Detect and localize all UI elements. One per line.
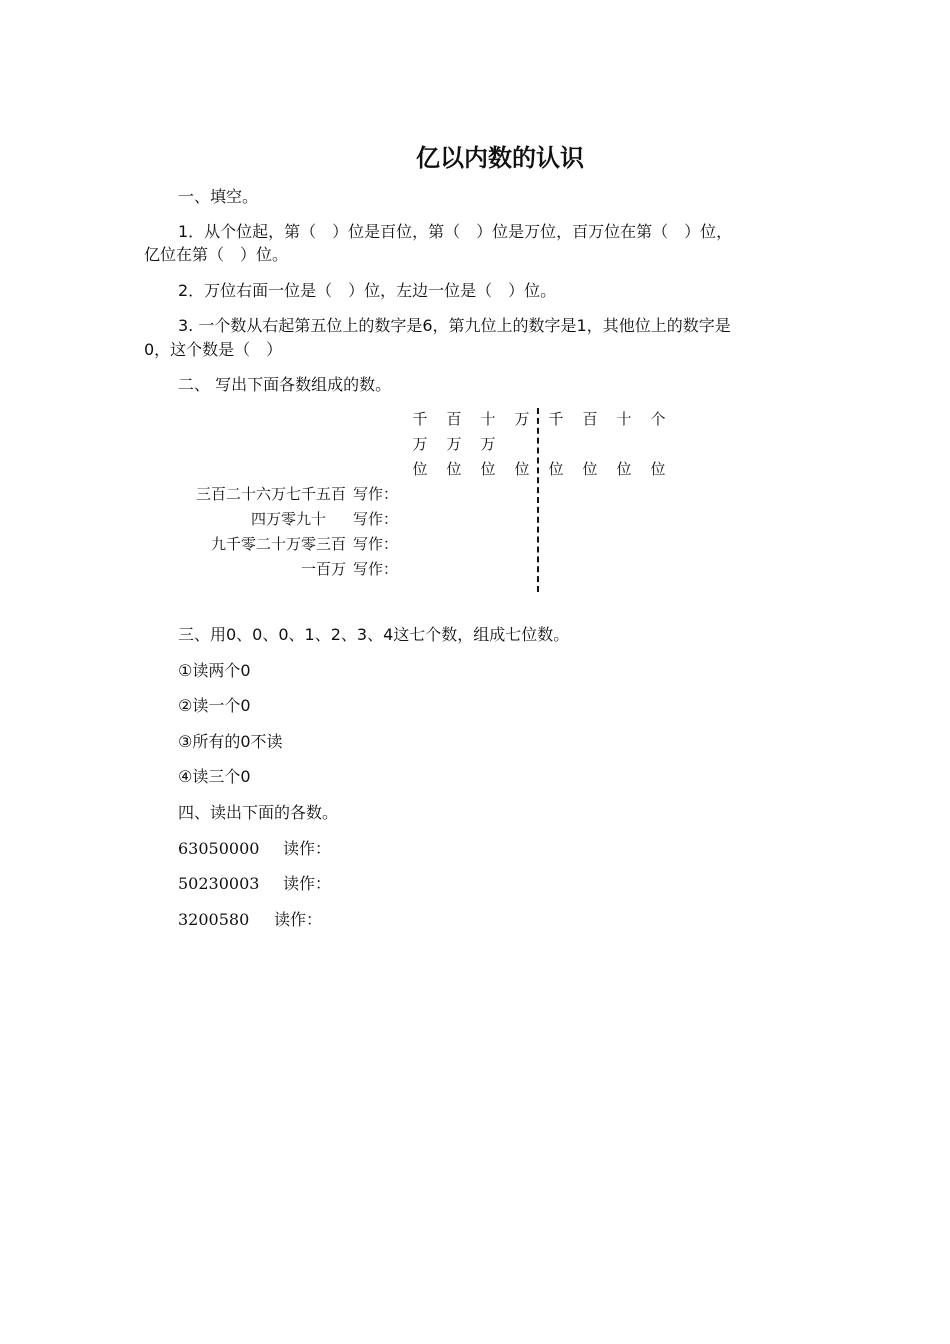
section3-item: ④读三个0 xyxy=(178,767,251,786)
read-label: 读作： xyxy=(283,874,332,893)
column-header-bot: 位 xyxy=(582,460,598,478)
row-number-text: 三百二十六万七千五百 xyxy=(195,485,346,503)
question1-line1: 1．从个位起，第（ ）位是百位，第（ ）位是万位，百万位在第（ ）位， xyxy=(178,222,733,241)
read-number: 63050000 xyxy=(178,839,260,858)
page-title: 亿以内数的认识 xyxy=(416,144,584,172)
question2: 2．万位右面一位是（ ）位，左边一位是（ ）位。 xyxy=(178,281,557,300)
column-header-bot: 位 xyxy=(480,460,496,478)
read-label: 读作： xyxy=(283,839,332,858)
section3-item: ②读一个0 xyxy=(178,696,251,715)
read-label: 读作： xyxy=(274,910,323,929)
column-header-top: 十 xyxy=(480,410,496,428)
column-header-bot: 位 xyxy=(514,460,530,478)
column-header-bot: 位 xyxy=(412,460,428,478)
row-number-text: 九千零二十万零三百 xyxy=(210,535,346,553)
column-header-top: 百 xyxy=(446,410,462,428)
read-number: 50230003 xyxy=(178,874,260,893)
section2-heading: 二、 写出下面各数组成的数。 xyxy=(178,375,392,394)
column-header-top: 千 xyxy=(548,410,564,428)
row-write-label: 写作： xyxy=(353,485,399,503)
column-header-bot: 位 xyxy=(446,460,462,478)
column-header-top: 个 xyxy=(650,410,666,428)
column-header-mid: 万 xyxy=(412,435,428,453)
column-header-bot: 位 xyxy=(616,460,632,478)
question3-line2: 0，这个数是（ ） xyxy=(144,340,283,359)
column-header-bot: 位 xyxy=(548,460,564,478)
column-header-mid: 万 xyxy=(446,435,462,453)
section3-item: ①读两个0 xyxy=(178,661,251,680)
section1-heading: 一、填空。 xyxy=(178,187,259,206)
column-header-top: 万 xyxy=(514,410,530,428)
row-number-text: 一百万 xyxy=(300,560,346,578)
column-header-bot: 位 xyxy=(650,460,666,478)
row-number-text: 四万零九十 xyxy=(250,510,326,528)
section4-heading: 四、读出下面的各数。 xyxy=(178,803,339,822)
question3-line1: 3. 一个数从右起第五位上的数字是6，第九位上的数字是1，其他位上的数字是 xyxy=(178,316,731,335)
section3-item: ③所有的0不读 xyxy=(178,732,283,751)
column-header-mid: 万 xyxy=(480,435,496,453)
column-header-top: 千 xyxy=(412,410,428,428)
row-write-label: 写作： xyxy=(353,560,399,578)
column-header-top: 十 xyxy=(616,410,632,428)
section3-heading: 三、用0、0、0、1、2、3、4这七个数，组成七位数。 xyxy=(178,625,570,644)
question1-line2: 亿位在第（ ）位。 xyxy=(144,245,289,264)
read-number: 3200580 xyxy=(178,910,250,929)
wan-divider-dashed-line xyxy=(537,408,539,592)
row-write-label: 写作： xyxy=(353,535,399,553)
row-write-label: 写作： xyxy=(353,510,399,528)
column-header-top: 百 xyxy=(582,410,598,428)
